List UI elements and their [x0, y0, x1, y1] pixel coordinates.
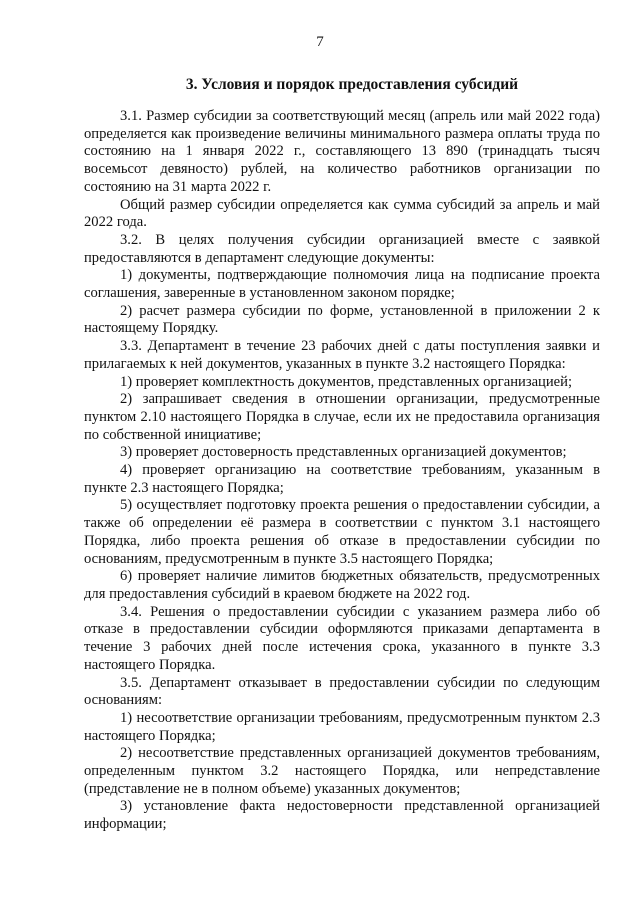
document-body: [84, 108, 600, 834]
paragraph-3-1: 3.1. Размер субсидии за соответствующий месяц (апрель или май 2022 года) определяется как произведение величины минимального размера оплаты труда по состоянию на 1 января 2022 г., составляющего 13 890 (тринадцать тысяч восемьсот девяносто) рублей, на количество работников организации по состоянию на 31 марта 2022 г.: [84, 108, 600, 195]
paragraph-3-2-item-1: 1) документы, подтверждающие полномочия лица на подписание проекта соглашения, заверенные в установленном законом порядке;: [84, 267, 600, 302]
paragraph-3-3-item-6: 6) проверяет наличие лимитов бюджетных обязательств, предусмотренных для предоставления субсидий в краевом бюджете на 2022 год.: [84, 568, 600, 602]
paragraph-3-4: 3.4. Решения о предоставлении субсидии с указанием размера либо об отказе в предоставлении субсидии оформляются приказами департамента в течение 3 рабочих дней после истечения срока, указанного в пункте 3.3 настоящего Порядка.: [84, 603, 600, 673]
paragraph-3-3: 3.3. Департамент в течение 23 рабочих дней с даты поступления заявки и прилагаемых к ней документов, указанных в пункте 3.2 настоящего Порядка:: [84, 338, 600, 372]
paragraph-3-5-item-1: 1) несоответствие организации требованиям, предусмотренным пунктом 2.3 настоящего Порядка;: [84, 709, 600, 744]
paragraph-3-3-item-2: 2) запрашивает сведения в отношении организации, предусмотренные пунктом 2.10 настоящего Порядка в случае, если их не предоставила организация по собственной инициативе;: [84, 391, 600, 443]
paragraph-3-3-item-3: 3) проверяет достоверность представленных организацией документов;: [120, 444, 567, 461]
page-number: 7: [316, 34, 324, 50]
paragraph-3-3-item-4: 4) проверяет организацию на соответствие требованиям, указанным в пункте 2.3 настоящего Порядка;: [84, 462, 600, 496]
paragraph-3-2-item-2: 2) расчет размера субсидии по форме, установленной в приложении 2 к настоящему Порядку.: [84, 302, 600, 337]
paragraph-3-5: 3.5. Департамент отказывает в предоставлении субсидии по следующим основаниям:: [84, 674, 600, 709]
paragraph-3-5-item-2: 2) несоответствие представленных организацией документов требованиям, определенным пунктом 3.2 настоящего Порядка, или непредставление (представление не в полном объеме) указанных документов;: [84, 745, 600, 797]
section-title: 3. Условия и порядок предоставления субсидий: [185, 76, 519, 93]
paragraph-3-3-item-1: 1) проверяет комплектность документов, представленных организацией;: [120, 373, 573, 390]
paragraph-3-2: 3.2. В целях получения субсидии организацией вместе с заявкой предоставляются в департамент следующие документы:: [84, 231, 600, 266]
paragraph-3-5-item-3: 3) установление факта недостоверности представленной организацией информации;: [84, 798, 600, 833]
paragraph-total-amount: Общий размер субсидии определяется как сумма субсидий за апрель и май 2022 года.: [84, 196, 600, 231]
paragraph-3-3-item-5: 5) осуществляет подготовку проекта решения о предоставлении субсидии, а также об определении её размера в соответствии с пунктом 3.1 настоящего Порядка, либо проекта решения об отказе в предоставлении субсидии по основаниям, предусмотренным в пункте 3.5 настоящего Порядка;: [84, 497, 600, 567]
